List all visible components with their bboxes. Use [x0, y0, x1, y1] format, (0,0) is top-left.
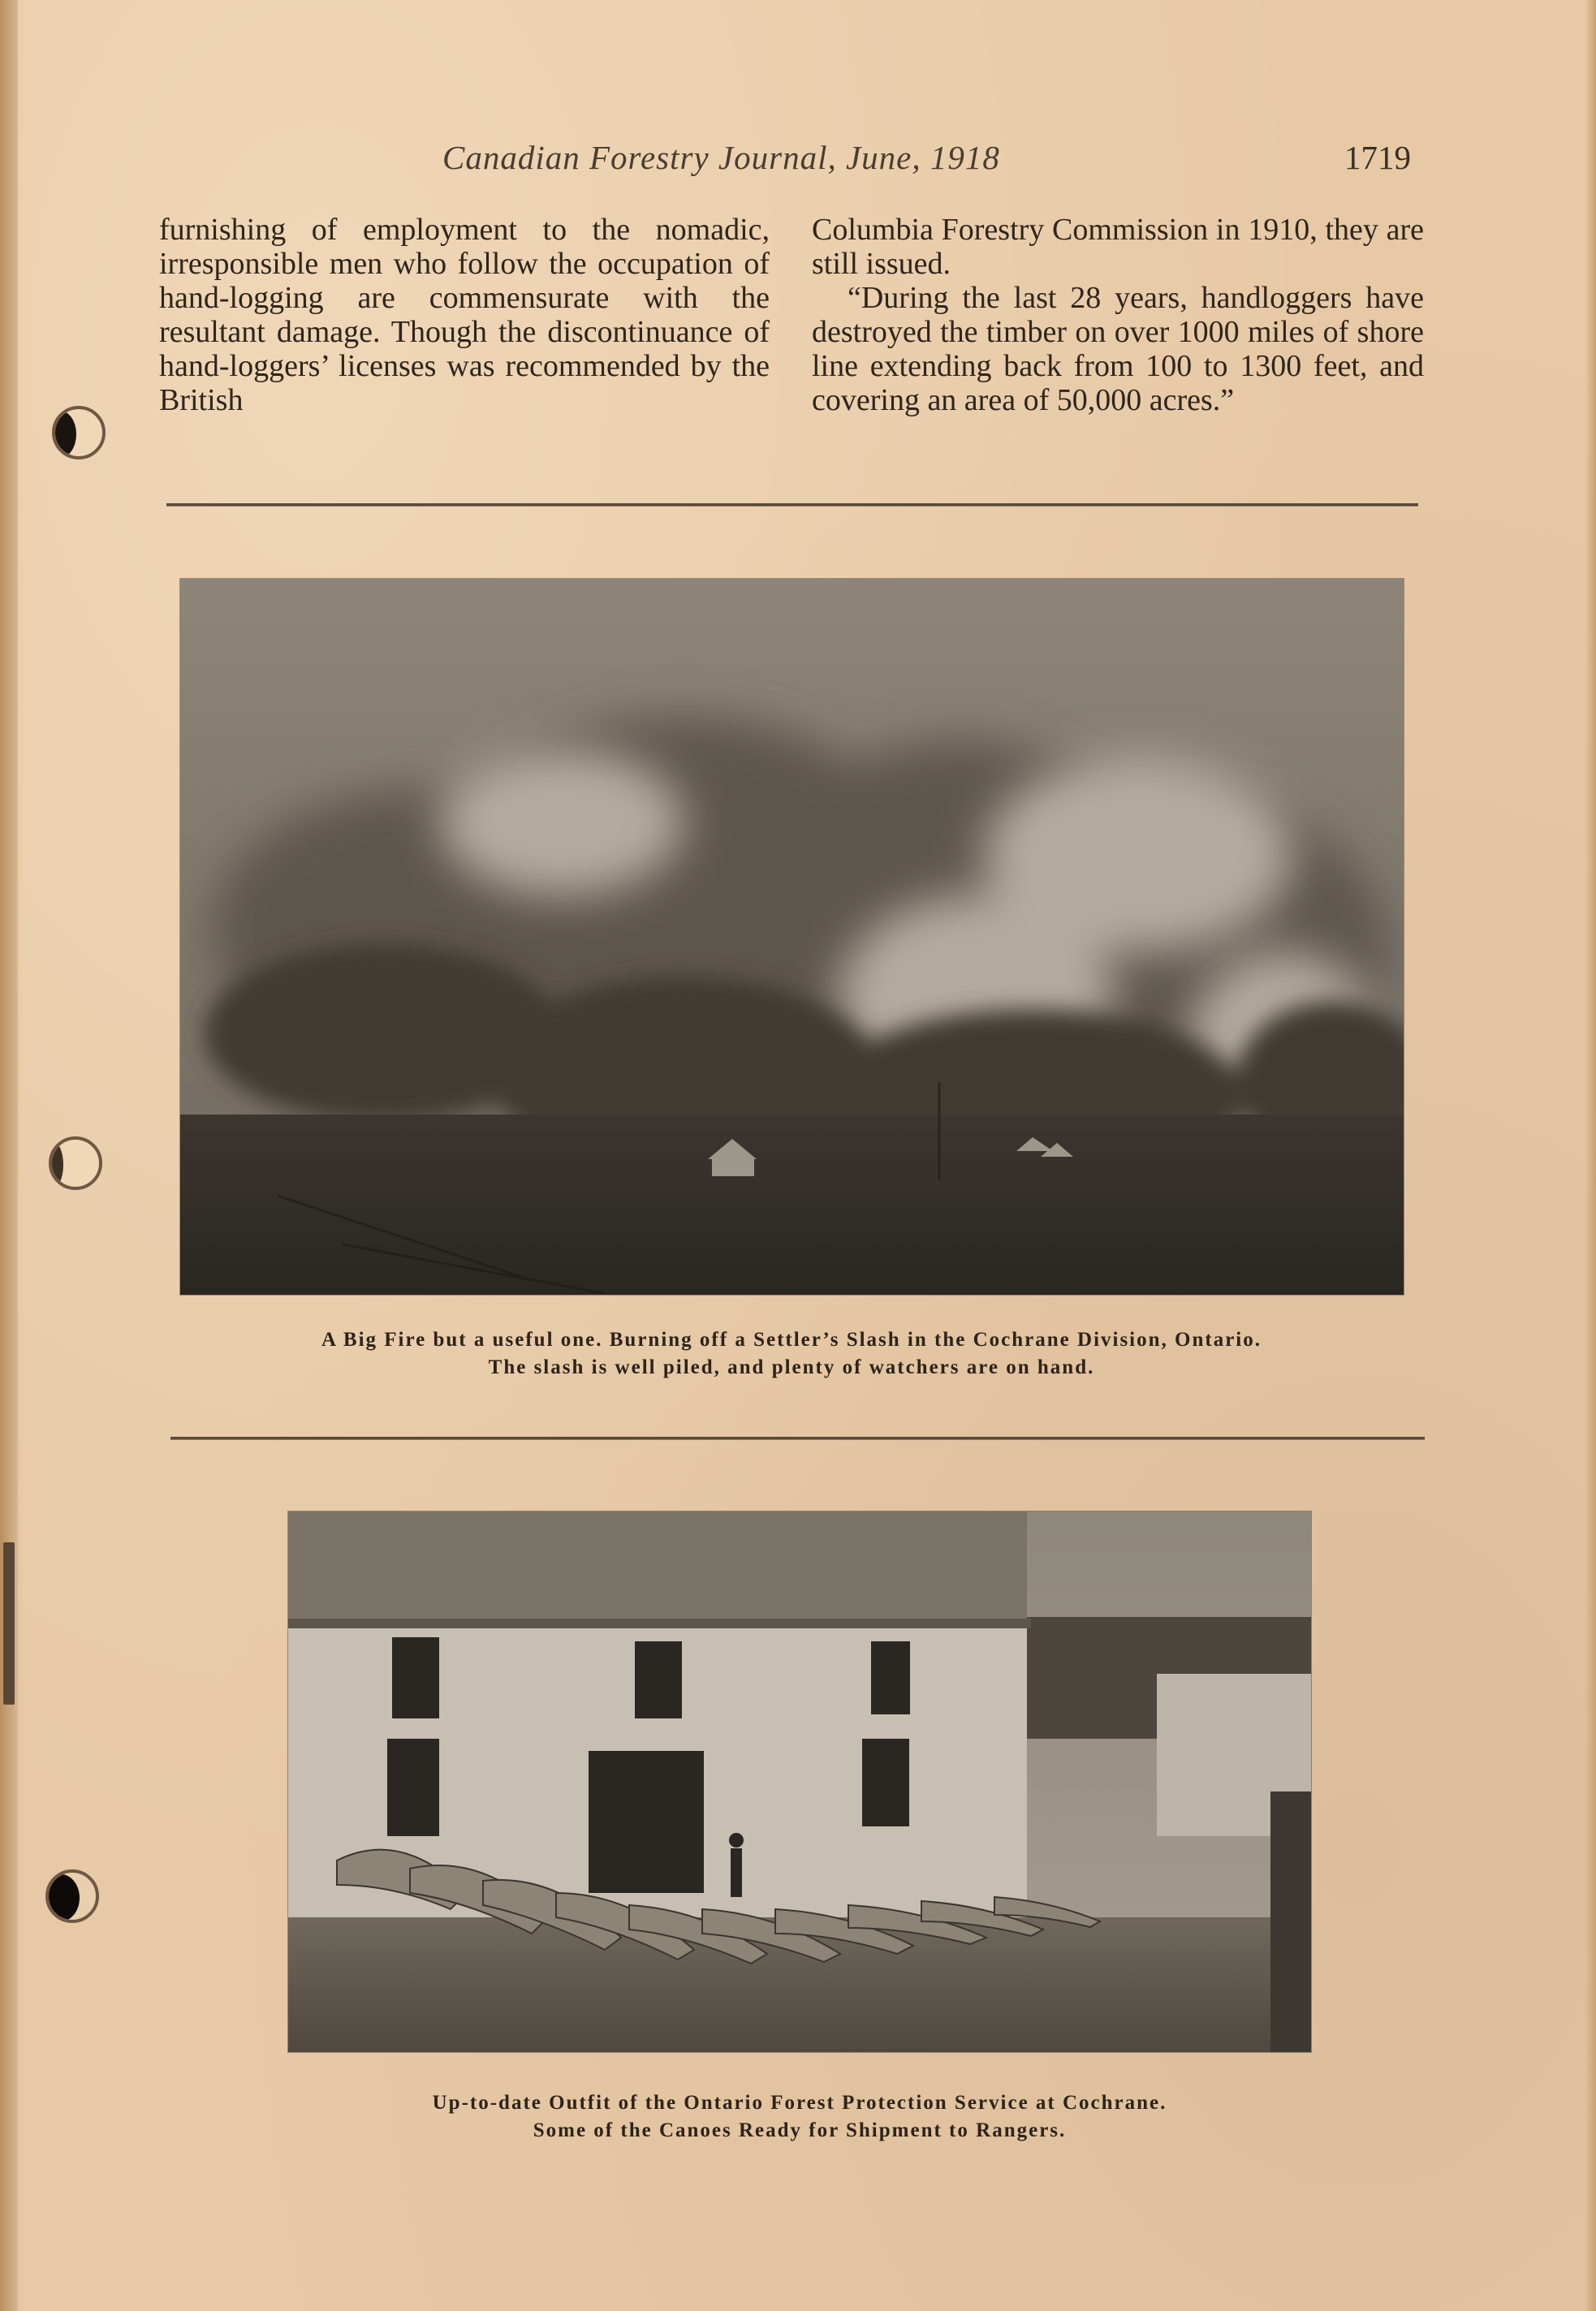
horizontal-rule-bottom [170, 1437, 1425, 1440]
punch-hole-bottom [45, 1869, 99, 1923]
horizontal-rule-top [166, 503, 1418, 507]
running-head: Canadian Forestry Journal, June, 1918 [442, 139, 1000, 176]
caption-fire-line-2: The slash is well piled, and plenty of watchers are on hand. [488, 1356, 1095, 1378]
article-column-right [812, 213, 1424, 417]
binder-strip [3, 1542, 15, 1705]
caption-canoes-line-1: Up-to-date Outfit of the Ontario Forest Protection Service at Cochrane. [432, 2092, 1167, 2114]
quote-handloggers: “During the last 28 years, handloggers have destroyed the timber on over 1000 miles of shore line extending back from 100 to 1300 feet, and covering an area of 50,000 acres.” [812, 281, 1424, 417]
caption-fire-line-1: A Big Fire but a useful one. Burning off a Settler’s Slash in the Cochrane Division, Ontario. [321, 1329, 1262, 1351]
punch-hole-middle [49, 1136, 102, 1190]
page-edge-right [1585, 0, 1596, 2311]
page-edge-left [0, 0, 18, 2311]
article-column-left [159, 213, 770, 417]
paragraph-licenses-issued: Columbia Forestry Commission in 1910, they are still issued. [812, 213, 1424, 281]
caption-canoes-line-2: Some of the Canoes Ready for Shipment to Rangers. [533, 2119, 1067, 2141]
caption-fire [154, 1326, 1429, 1382]
caption-canoes [260, 2089, 1339, 2145]
photo-canoe-outfit [288, 1511, 1311, 2052]
photo-slash-fire [180, 579, 1404, 1295]
page-number: 1719 [1344, 139, 1411, 176]
paragraph-hand-logging: furnishing of employment to the nomadic, irresponsible men who follow the occupation of hand-logging are commensurate with the resultant damage. Though the discontinuance of hand-loggers’ licenses was recommended by the British [159, 213, 770, 417]
punch-hole-top [52, 406, 106, 459]
